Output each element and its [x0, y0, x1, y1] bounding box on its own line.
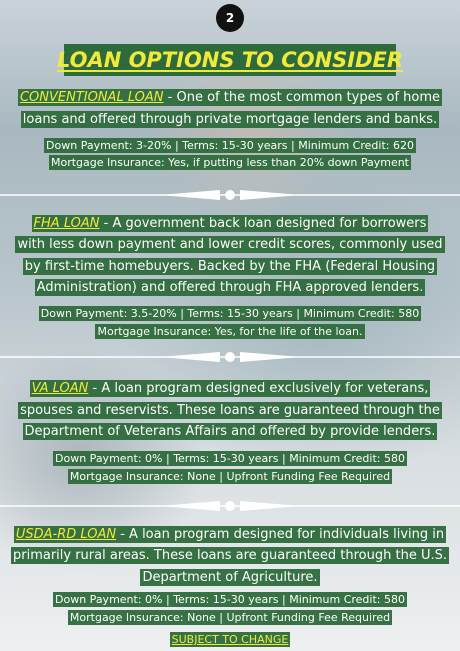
section-divider: [0, 188, 460, 202]
subject-to-change-note: SUBJECT TO CHANGE: [171, 633, 289, 646]
conventional-loan-label: CONVENTIONAL LOAN: [19, 90, 164, 105]
va-loan-line-3: Department of Veterans Affairs and offered by provide lenders.: [24, 424, 436, 439]
va-loan-terms: Down Payment: 0% | Terms: 15-30 years | Minimum Credit: 580: [55, 452, 405, 465]
conventional-loan-line-1: [0, 86, 460, 109]
fha-loan-label: FHA LOAN: [33, 216, 100, 231]
section-divider: [0, 499, 460, 513]
usda-loan-line-3: Department of Agriculture.: [142, 570, 318, 585]
fha-loan-insurance: Mortgage Insurance: Yes, for the life of the loan.: [97, 325, 363, 338]
va-loan-insurance: Mortgage Insurance: None | Upfront Funding Fee Required: [69, 470, 391, 483]
usda-loan-insurance: Mortgage Insurance: None | Upfront Funding Fee Required: [69, 611, 391, 624]
conventional-loan-desc: - One of the most common types of home: [163, 90, 441, 105]
page-number-badge: 2: [216, 4, 244, 32]
fha-loan-line-3: by first-time homebuyers. Backed by the FHA (Federal Housing: [24, 259, 436, 274]
fha-loan-desc: - A government back loan designed for borrowers: [99, 216, 427, 231]
va-loan-desc: - A loan program designed exclusively for veterans,: [88, 381, 429, 396]
fha-loan-line-1: [0, 212, 460, 235]
section-divider: [0, 350, 460, 364]
va-loan-line-2: spouses and reservists. These loans are guaranteed through the: [20, 403, 440, 418]
fha-loan-line-2: with less down payment and lower credit scores, commonly used: [17, 237, 443, 252]
page-title: LOAN OPTIONS TO CONSIDER: [64, 44, 396, 76]
conventional-loan-terms: Down Payment: 3-20% | Terms: 15-30 years | Minimum Credit: 620: [46, 139, 414, 152]
usda-loan-line-1: [0, 523, 460, 546]
usda-loan-label: USDA-RD LOAN: [15, 527, 117, 542]
va-loan-line-1: [0, 377, 460, 400]
conventional-loan-line-2: loans and offered through private mortgage lenders and banks.: [22, 112, 438, 127]
fha-loan-terms: Down Payment: 3.5-20% | Terms: 15-30 years | Minimum Credit: 580: [40, 307, 420, 320]
va-loan-label: VA LOAN: [31, 381, 89, 396]
usda-loan-desc: - A loan program designed for individuals living in: [116, 527, 445, 542]
fha-loan-line-4: Administration) and offered through FHA approved lenders.: [36, 280, 424, 295]
usda-loan-terms: Down Payment: 0% | Terms: 15-30 years | Minimum Credit: 580: [55, 593, 405, 606]
usda-loan-line-2: primarily rural areas. These loans are guaranteed through the U.S.: [12, 548, 447, 563]
conventional-loan-insurance: Mortgage Insurance: Yes, if putting less than 20% down Payment: [50, 156, 409, 169]
